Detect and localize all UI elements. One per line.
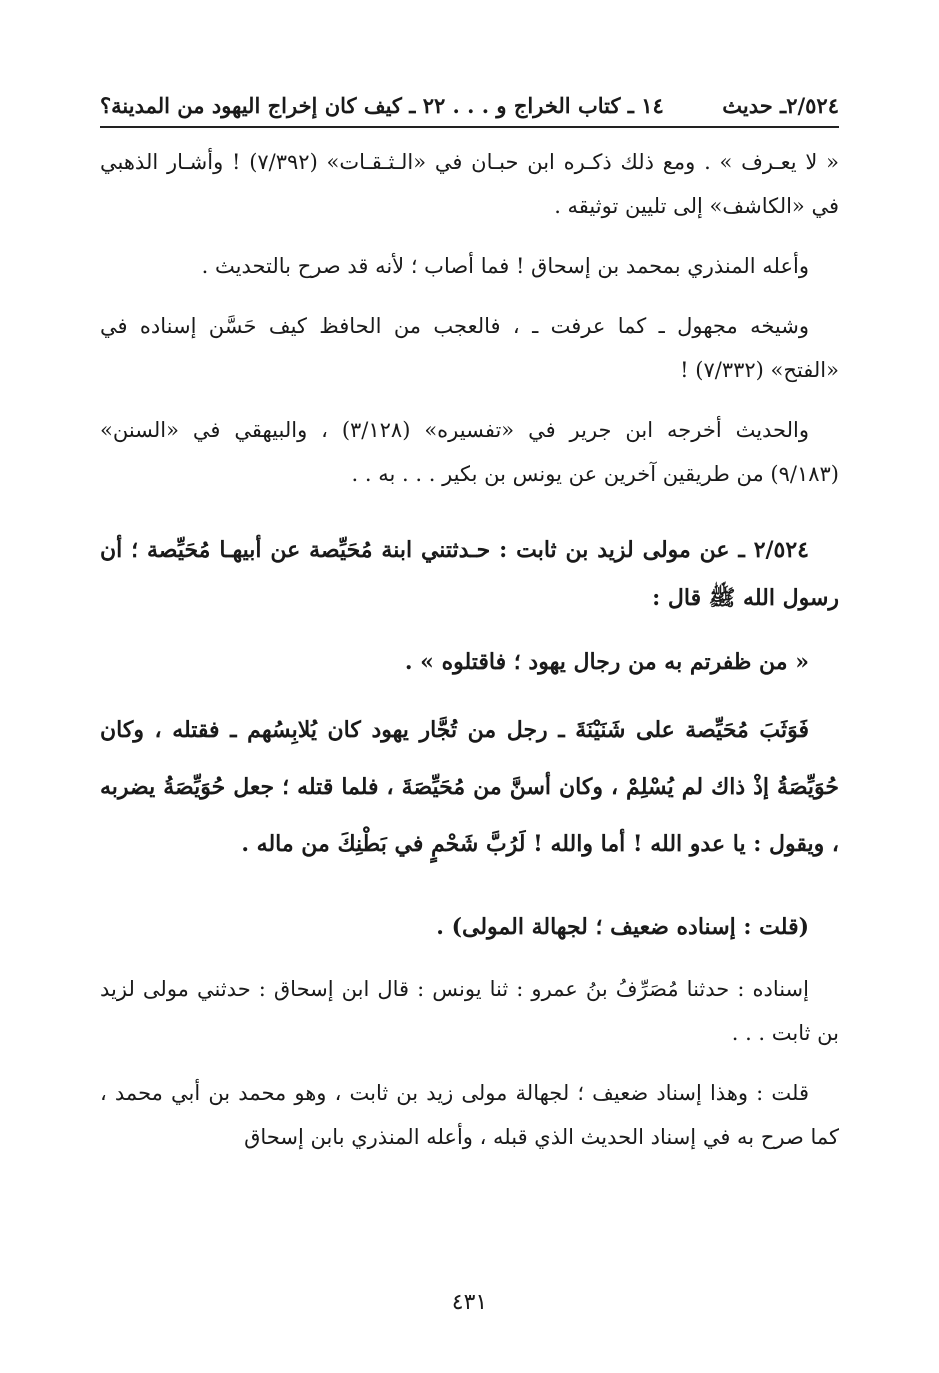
page-body — [100, 140, 839, 1175]
header-divider — [100, 126, 839, 128]
isnad-paragraph: إسناده : حدثنا مُصَرِّفُ بنُ عمرو : ثنا يونس : قال ابن إسحاق : حدثني مولى لزيد بن ثابت . . . — [100, 977, 839, 1045]
paragraph-commentary-2: وأعله المنذري بمحمد بن إسحاق ! فما أصاب ؛ لأنه قد صرح بالتحديث . — [201, 254, 809, 278]
qultu-paragraph: قلت : وهذا إسناد ضعيف ؛ لجهالة مولى زيد بن ثابت ، وهو محمد بن أبي محمد ، كما صرح به في إسناد الحديث الذي قبله ، وأعله المنذري بابن إسحاق — [100, 1081, 839, 1149]
paragraph-commentary-4: والحديث أخرجه ابن جرير في «تفسيره» (٣/١٢٨) ، والبيهقي في «السنن» (٩/١٨٣) من طريقين آخرين عن يونس بن بكير . . . به . . — [100, 418, 839, 486]
paragraph-commentary-3: وشيخه مجهول ـ كما عرفت ـ ، فالعجب من الحافظ كيف حَسَّن إسناده في «الفتح» (٧/٣٣٢) ! — [100, 314, 839, 382]
hadith-narrative: فَوَثَبَ مُحَيِّصة على شَنَيْنَةَ ـ رجل من تُجَّار يهود كان يُلابِسُهم ـ فقتله ، وكان حُوَيِّصَةُ إذْ ذاك لم يُسْلِمْ ، وكان أسنَّ من مُحَيِّصَةَ ، فلما قتله ؛ جعل حُوَيِّصَةُ يضربه ، ويقول : يا عدو الله ! أما والله ! لَرُبَّ شَحْمٍ في بَطْنِكَ من ماله . — [100, 717, 839, 857]
paragraph-commentary-1: « لا يعـرف » . ومع ذلك ذكـره ابن حبـان في «الـثـقـات» (٧/٣٩٢) ! وأشـار الذهبي في «الكاشف» إلى تليين توثيقه . — [100, 150, 840, 218]
page-number: ٤٣١ — [451, 1290, 488, 1315]
grading-ruling: (قلت : إسناده ضعيف ؛ لجهالة المولى) . — [436, 914, 809, 940]
hadith-intro: ٢/٥٢٤ ـ عن مولى لزيد بن ثابت : حـدثتني ابنة مُحَيِّصة عن أبيهـا مُحَيِّصة ؛ أن رسول الله ﷺ قال : — [100, 537, 839, 611]
header-hadith-number: ٢/٥٢٤ـ حديث — [722, 93, 839, 118]
running-header — [100, 78, 839, 118]
header-section-title: ١٤ ـ كتاب الخراج و . . . ٢٢ ـ كيف كان إخراج اليهود من المدينة؟ — [100, 93, 664, 118]
hadith-quote: « من ظفرتم به من رجال يهود ؛ فاقتلوه » . — [404, 649, 809, 675]
